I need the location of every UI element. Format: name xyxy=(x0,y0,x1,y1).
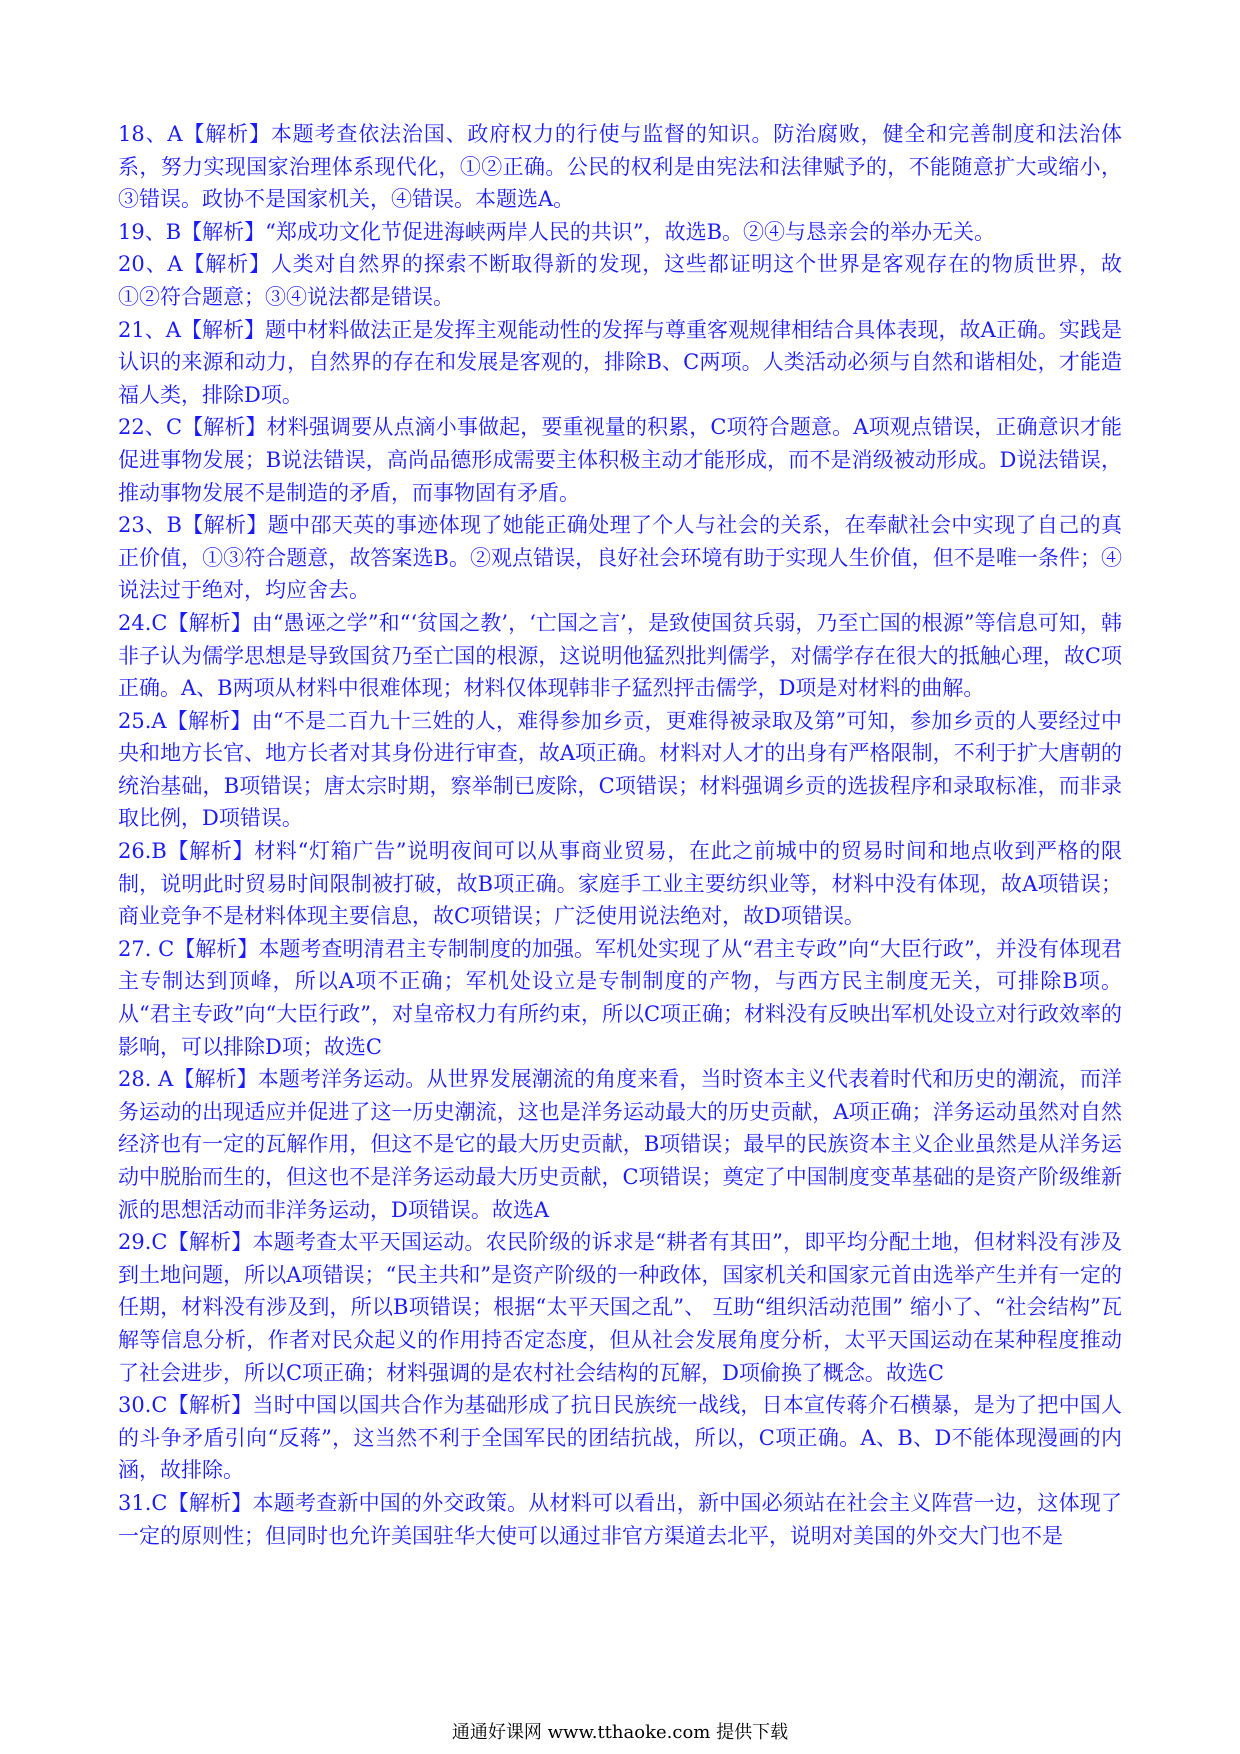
answer-entry-24: 24.C【解析】由“愚诬之学”和“‘贫国之教’，‘亡国之言’，是致使国贫兵弱，乃至亡国的根源”等信息可知，韩非子认为儒学思想是导致国贫乃至亡国的根源，这说明他猛烈批判儒学，对儒学存在很大的抵触心理，故C项正确。A、B两项从材料中很难体现；材料仅体现韩非子猛烈抨击儒学，D项是对材料的曲解。 xyxy=(118,610,1122,701)
answer-entry-28: 28. A【解析】本题考洋务运动。从世界发展潮流的角度来看，当时资本主义代表着时代和历史的潮流，而洋务运动的出现适应并促进了这一历史潮流，这也是洋务运动最大的历史贡献，A项正确；洋务运动虽然对自然经济也有一定的瓦解作用，但这不是它的最大历史贡献，B项错误；最早的民族资本主义企业虽然是从洋务运动中脱胎而生的，但这也不是洋务运动最大历史贡献，C项错误；奠定了中国制度变革基础的是资产阶级维新派的思想活动而非洋务运动，D项错误。故选A xyxy=(118,1067,1122,1222)
answer-entry-31: 31.C【解析】本题考查新中国的外交政策。从材料可以看出，新中国必须站在社会主义阵营一边，这体现了一定的原则性；但同时也允许美国驻华大使可以通过非官方渠道去北平，说明对美国的外交大门也不是 xyxy=(118,1490,1122,1548)
answer-entry-18: 18、A【解析】本题考查依法治国、政府权力的行使与监督的知识。防治腐败，健全和完善制度和法治体系，努力实现国家治理体系现代化，①②正确。公民的权利是由宪法和法律赋予的，不能随意扩大或缩小，③错误。政协不是国家机关，④错误。本题选A。 xyxy=(118,122,1122,212)
answer-entry-23: 23、B【解析】题中邵天英的事迹体现了她能正确处理了个人与社会的关系，在奉献社会中实现了自己的真正价值，①③符合题意，故答案选B。②观点错误，良好社会环境有助于实现人生价值，但不是唯一条件；④说法过于绝对，均应舍去。 xyxy=(118,513,1122,603)
answer-entry-30: 30.C【解析】当时中国以国共合作为基础形成了抗日民族统一战线，日本宣传蒋介石横暴，是为了把中国人的斗争矛盾引向“反蒋”，这当然不利于全国军民的团结抗战，所以，C项正确。A、B、D不能体现漫画的内涵，故排除。 xyxy=(118,1393,1122,1483)
answer-entry-21: 21、A【解析】题中材料做法正是发挥主观能动性的发挥与尊重客观规律相结合具体表现，故A正确。实践是认识的来源和动力，自然界的存在和发展是客观的，排除B、C两项。人类活动必须与自然和谐相处，才能造福人类，排除D项。 xyxy=(118,317,1122,407)
answer-entry-27: 27. C【解析】本题考查明清君主专制制度的加强。军机处实现了从“君主专政”向“大臣行政”，并没有体现君主专制达到顶峰，所以A项不正确；军机处设立是专制制度的产物，与西方民主制度无关，可排除B项。从“君主专政”向“大臣行政”，对皇帝权力有所约束，所以C项正确；材料没有反映出军机处设立对行政效率的影响，可以排除D项；故选C xyxy=(118,936,1123,1059)
answer-entry-22: 22、C【解析】材料强调要从点滴小事做起，要重视量的积累，C项符合题意。A项观点错误，正确意识才能促进事物发展；B说法错误，高尚品德形成需要主体积极主动才能形成，而不是消级被动形成。D说法错误，推动事物发展不是制造的矛盾，而事物固有矛盾。 xyxy=(118,415,1122,505)
answer-entry-29: 29.C【解析】本题考查太平天国运动。农民阶级的诉求是“耕者有其田”，即平均分配土地，但材料没有涉及到土地问题，所以A项错误；“民主共和”是资产阶级的一种政体，国家机关和国家元首由选举产生并有一定的任期，材料没有涉及到，所以B项错误；根据“太平天国之乱”、 互助“组织活动范围” 缩小了、“社会结构”瓦解等信息分析，作者对民众起义的作用持否定态度，但从社会发展角度分析，太平天国运动在某种程度推动了社会进步，所以C项正确；材料强调的是农村社会结构的瓦解，D项偷换了概念。故选C xyxy=(118,1230,1122,1385)
page-footer: 通通好课网 www.tthaoke.com 提供下载 xyxy=(451,1722,789,1743)
answer-entry-20: 20、A【解析】人类对自然界的探索不断取得新的发现，这些都证明这个世界是客观存在的物质世界，故①②符合题意；③④说法都是错误。 xyxy=(118,252,1122,309)
answer-entry-26: 26.B【解析】材料“灯箱广告”说明夜间可以从事商业贸易，在此之前城中的贸易时间和地点收到严格的限制，说明此时贸易时间限制被打破，故B项正确。家庭手工业主要纺织业等，材料中没有体现，故A项错误；商业竞争不是材料体现主要信息，故C项错误；广泛使用说法绝对，故D项错误。 xyxy=(118,839,1122,929)
answer-entry-19: 19、B【解析】“郑成功文化节促进海峡两岸人民的共识”，故选B。②④与恳亲会的举办无关。 xyxy=(118,219,996,244)
answer-explanations xyxy=(118,118,1122,1552)
answer-entry-25: 25.A【解析】由“不是二百九十三姓的人，难得参加乡贡，更难得被录取及第”可知，参加乡贡的人要经过中央和地方长官、地方长者对其身份进行审查，故A项正确。材料对人才的出身有严格限制，不利于扩大唐朝的统治基础，B项错误；唐太宗时期，察举制已废除，C项错误；材料强调乡贡的选拔程序和录取标准，而非录取比例，D项错误。 xyxy=(118,708,1122,831)
